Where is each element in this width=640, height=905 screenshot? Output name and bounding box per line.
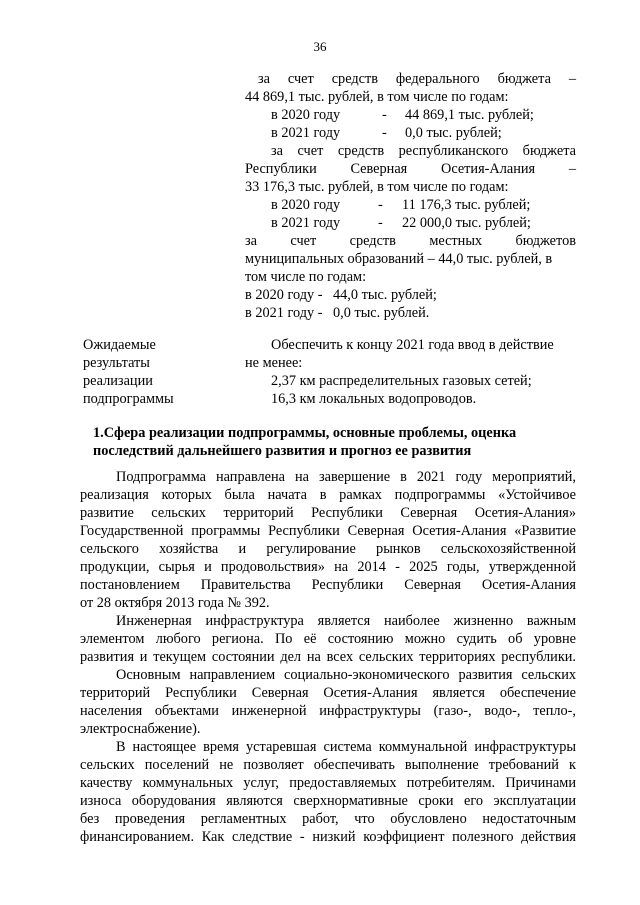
- federal-budget-line-2: 44 869,1 тыс. рублей, в том числе по годам:: [245, 89, 509, 105]
- paragraph-1-line-3: развитие сельских территорий Республики Северная Осетия-Алания»: [80, 505, 576, 521]
- municipal-budget-line-2: муниципальных образований – 44,0 тыс. рублей, в: [245, 251, 553, 267]
- federal-budget-line-1: за счет средств федерального бюджета –: [258, 71, 576, 87]
- expected-results-label-2: результаты: [83, 355, 150, 371]
- republic-budget-line-2: Республики Северная Осетия-Алания –: [245, 161, 576, 177]
- federal-year-2020-dash: -: [382, 107, 387, 123]
- paragraph-4-line-1: В настоящее время устаревшая система коммунальной инфраструктуры: [116, 739, 576, 755]
- republic-year-2021-dash: -: [378, 215, 383, 231]
- federal-year-2021-dash: -: [382, 125, 387, 141]
- republic-year-2020-dash: -: [378, 197, 383, 213]
- republic-budget-line-3: 33 176,3 тыс. рублей, в том числе по годам:: [245, 179, 509, 195]
- municipal-year-2020-amount: 44,0 тыс. рублей;: [333, 287, 437, 303]
- paragraph-1-line-5: сельского хозяйства и регулирование рынков сельскохозяйственной: [80, 541, 576, 557]
- municipal-budget-line-1: за счет средств местных бюджетов: [245, 233, 576, 249]
- expected-results-text-2: не менее:: [245, 355, 303, 371]
- paragraph-4-line-2: сельских поселений не позволяет обеспечивать выполнение требований к: [80, 757, 576, 773]
- paragraph-1-line-4: Государственной программы Республики Северная Осетия-Алания «Развитие: [80, 523, 576, 539]
- federal-year-2021-amount: 0,0 тыс. рублей;: [405, 125, 502, 141]
- paragraph-1-line-8: от 28 октября 2013 года № 392.: [80, 595, 270, 611]
- republic-year-2020-amount: 11 176,3 тыс. рублей;: [402, 197, 531, 213]
- paragraph-1-line-7: постановлением Правительства Республики Северная Осетия-Алания: [80, 577, 576, 593]
- paragraph-3-line-4: электроснабжение).: [80, 721, 201, 737]
- expected-results-label-3: реализации: [83, 373, 153, 389]
- section-heading-line-1: 1.Сфера реализации подпрограммы, основные проблемы, оценка: [93, 425, 517, 441]
- paragraph-2-line-2: элементом любого региона. По её состоянию можно судить об уровне: [80, 631, 576, 647]
- republic-budget-line-1: за счет средств республиканского бюджета: [271, 143, 576, 159]
- page-number: 36: [313, 39, 327, 54]
- paragraph-1-line-1: Подпрограмма направлена на завершение в 2021 году мероприятий,: [116, 469, 576, 485]
- municipal-year-2021: в 2021 году -: [245, 305, 323, 321]
- republic-year-2021-amount: 22 000,0 тыс. рублей;: [402, 215, 531, 231]
- paragraph-2-line-3: развития и текущем состоянии дел на всех сельских территориях республики.: [80, 649, 576, 665]
- municipal-budget-line-3: том числе по годам:: [245, 269, 367, 285]
- municipal-year-2021-amount: 0,0 тыс. рублей.: [333, 305, 430, 321]
- expected-results-text-3: 2,37 км распределительных газовых сетей;: [271, 373, 532, 389]
- paragraph-1-line-6: продукции, сырья и продовольствия» на 2014 - 2025 годы, утвержденной: [80, 559, 576, 575]
- expected-results-text-1: Обеспечить к концу 2021 года ввод в действие: [271, 337, 554, 353]
- federal-year-2021: в 2021 году: [271, 125, 341, 141]
- paragraph-4-line-4: износа оборудования являются сверхнормативные сроки его эксплуатации: [80, 793, 576, 809]
- paragraph-3-line-3: населения объектами инженерной инфраструктуры (газо-, водо-, тепло-,: [80, 703, 576, 719]
- paragraph-2-line-1: Инженерная инфраструктура является наиболее жизненно важным: [116, 613, 576, 629]
- expected-results-label-1: Ожидаемые: [83, 337, 156, 353]
- paragraph-3-line-2: территорий Республики Северная Осетия-Алания является обеспечение: [80, 685, 576, 701]
- federal-year-2020-amount: 44 869,1 тыс. рублей;: [405, 107, 534, 123]
- paragraph-3-line-1: Основным направлением социально-экономического развития сельских: [116, 667, 576, 683]
- expected-results-label-4: подпрограммы: [83, 391, 174, 407]
- expected-results-text-4: 16,3 км локальных водопроводов.: [271, 391, 477, 407]
- municipal-year-2020: в 2020 году -: [245, 287, 323, 303]
- federal-year-2020: в 2020 году: [271, 107, 341, 123]
- paragraph-1-line-2: реализация которых была начата в рамках подпрограммы «Устойчивое: [80, 487, 576, 503]
- paragraph-4-line-3: качеству коммунальных услуг, предоставляемых потребителям. Причинами: [80, 775, 576, 791]
- paragraph-4-line-5: без проведения регламентных работ, что обусловлено недостаточным: [80, 811, 576, 827]
- republic-year-2021: в 2021 году: [271, 215, 341, 231]
- section-heading-line-2: последствий дальнейшего развития и прогноз ее развития: [93, 443, 472, 459]
- republic-year-2020: в 2020 году: [271, 197, 341, 213]
- paragraph-4-line-6: финансированием. Как следствие - низкий коэффициент полезного действия: [80, 829, 576, 845]
